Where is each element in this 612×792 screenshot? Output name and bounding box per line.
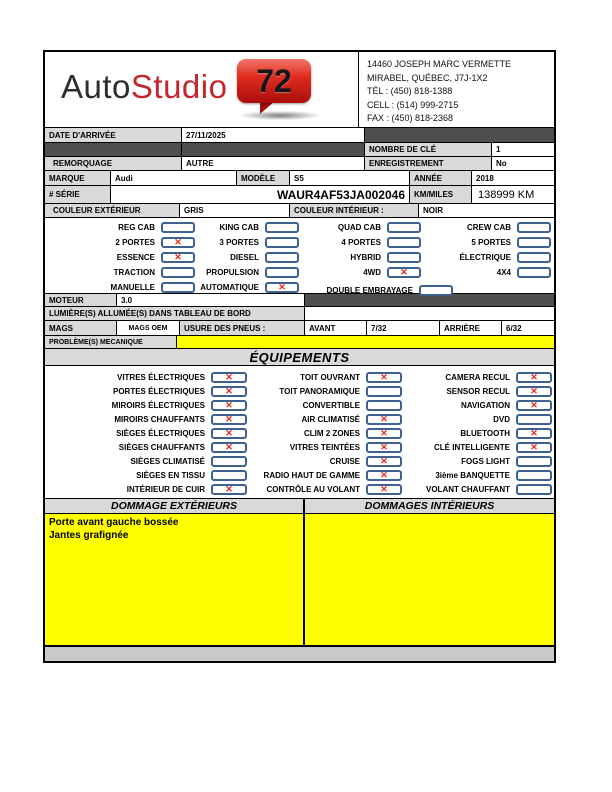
checkbox-label: 3ième BANQUETTE [435,470,510,480]
filler-dark-cell [365,128,554,142]
date-arrivee-value[interactable]: 27/11/2025 [182,128,365,142]
dommage-exterieurs-notes[interactable] [45,514,305,645]
footer-bar [45,646,554,661]
usure-pneus-label: USURE DES PNEUS : [180,321,305,335]
checkbox-checked[interactable] [211,442,247,453]
checkbox-checked[interactable] [366,456,402,467]
checkbox-unchecked[interactable] [265,252,299,263]
checkbox-label: VITRES ÉLECTRIQUES [116,372,205,382]
checkbox-label: SIÈGES CLIMATISÉ [130,456,205,466]
autostudio-logo [61,68,227,106]
remorquage-value[interactable]: AUTRE [182,157,365,170]
badge-shadow [241,111,319,120]
checkbox-row [247,455,402,467]
checkbox-label: CAMERA RECUL [445,372,510,382]
logo-studio-text: Studio [130,68,228,105]
checkbox-label: 5 PORTES [471,237,511,247]
checkbox-label: RADIO HAUT DE GAMME [263,470,360,480]
checkbox-label: TRACTION [113,267,155,277]
checkbox-row [247,427,402,439]
couleur-int-value[interactable]: NOIR [419,204,554,217]
checkbox-unchecked[interactable] [265,267,299,278]
checkbox-row [195,236,299,248]
checkbox-unchecked[interactable] [517,252,551,263]
checkbox-row [247,371,402,383]
checkbox-label: TOIT PANORAMIQUE [279,386,360,396]
probleme-value[interactable] [177,336,554,348]
checkbox-row [247,469,402,481]
logo-72-badge [237,59,311,103]
checkbox-unchecked[interactable] [387,222,421,233]
checkbox-row [47,371,247,383]
x-mark-icon: ✕ [530,385,538,396]
checkbox-label: SIÈGES ÉLECTRIQUES [116,428,205,438]
checkbox-label: SENSOR RECUL [446,386,510,396]
modele-value[interactable]: S5 [290,171,410,185]
checkbox-unchecked[interactable] [211,470,247,481]
checkbox-unchecked[interactable] [516,414,552,425]
x-mark-icon: ✕ [278,281,286,292]
avant-value[interactable]: 7/32 [367,321,440,335]
checkbox-row [402,399,552,411]
x-mark-icon: ✕ [174,236,182,247]
checkbox-unchecked[interactable] [517,237,551,248]
checkbox-label: DVD [493,414,510,424]
serie-row [45,186,554,204]
checkbox-row [423,251,551,263]
checkbox-checked[interactable] [211,428,247,439]
checkbox-row [47,455,247,467]
checkbox-label: SIÈGES EN TISSU [136,470,205,480]
company-address [359,52,554,127]
checkbox-label: CONVERTIBLE [302,400,360,410]
x-mark-icon: ✕ [380,413,388,424]
checkbox-column [47,221,195,296]
dommages-header-row [45,499,554,514]
checkbox-checked[interactable] [516,400,552,411]
mags-value[interactable]: MAGS OEM [117,321,180,335]
arriere-value[interactable]: 6/32 [502,321,554,335]
checkbox-label: INTÉRIEUR DE CUIR [126,484,205,494]
checkbox-checked[interactable] [516,428,552,439]
checkbox-checked[interactable] [211,414,247,425]
x-mark-icon: ✕ [400,266,408,277]
checkbox-label: ESSENCE [116,252,155,262]
dommages-interieurs-title: DOMMAGES INTÉRIEURS [305,499,554,513]
checkbox-label: REG CAB [118,222,155,232]
x-mark-icon: ✕ [380,427,388,438]
annee-label: ANNÉE [410,171,472,185]
checkbox-label: SIÈGES CHAUFFANTS [118,442,205,452]
checkbox-label: 4 PORTES [341,237,381,247]
logo-area [45,52,359,127]
nombre-cle-value[interactable]: 1 [492,143,554,156]
checkbox-row [47,236,195,248]
config-checkbox-grid [45,218,554,294]
checkbox-checked[interactable] [366,470,402,481]
moteur-label: MOTEUR [45,294,117,306]
text-line: Jantes grafignée [49,530,129,541]
checkbox-row [402,385,552,397]
checkbox-label: 4X4 [496,267,511,277]
checkbox-label: CONTRÔLE AU VOLANT [266,484,360,494]
checkbox-row [47,413,247,425]
checkbox-checked[interactable] [516,442,552,453]
checkbox-row [195,221,299,233]
checkbox-label: VOLANT CHAUFFANT [426,484,510,494]
checkbox-checked[interactable] [366,414,402,425]
logo-auto-text: Auto [61,68,131,105]
checkbox-row [299,266,421,278]
checkbox-checked[interactable] [516,386,552,397]
checkbox-row [299,236,421,248]
date-arrivee-row [45,128,554,143]
x-mark-icon: ✕ [225,441,233,452]
checkbox-checked[interactable] [161,237,195,248]
checkbox-label: FOGS LIGHT [461,456,510,466]
checkbox-label: CLÉ INTELLIGENTE [434,442,510,452]
nombre-cle-row [45,143,554,157]
checkbox-checked[interactable] [387,267,421,278]
checkbox-checked[interactable] [211,484,247,495]
checkbox-row [253,281,453,296]
x-mark-icon: ✕ [225,371,233,382]
checkbox-checked[interactable] [366,372,402,383]
x-mark-icon: ✕ [530,371,538,382]
checkbox-checked[interactable] [211,400,247,411]
checkbox-checked[interactable] [366,484,402,495]
checkbox-row [47,266,195,278]
checkbox-column [423,221,551,281]
x-mark-icon: ✕ [174,251,182,262]
checkbox-column [47,371,247,497]
checkbox-label: MIROIRS ÉLECTRIQUES [111,400,205,410]
checkbox-row [423,221,551,233]
checkbox-label: VITRES TEINTÉES [289,442,360,452]
checkbox-row [299,221,421,233]
text-line: CELL : (514) 999-2715 [367,99,459,110]
checkbox-label: 4WD [363,267,381,277]
checkbox-row [247,441,402,453]
couleur-row [45,204,554,218]
checkbox-unchecked[interactable] [265,237,299,248]
modele-label: MODÈLE [237,171,290,185]
checkbox-label: CREW CAB [467,222,511,232]
checkbox-label: NAVIGATION [460,400,510,410]
x-mark-icon: ✕ [530,399,538,410]
dommages-body-row [45,514,554,646]
avant-label: AVANT [305,321,367,335]
x-mark-icon: ✕ [380,469,388,480]
checkbox-row [247,483,402,495]
checkbox-unchecked[interactable] [517,267,551,278]
lumiere-label: LUMIÈRE(S) ALLUMÉE(S) DANS TABLEAU DE BORD [45,307,305,320]
moteur-value[interactable]: 3.0 [117,294,305,306]
nombre-cle-label: NOMBRE DE CLÉ [365,143,492,156]
checkbox-label: PROPULSION [206,267,259,277]
checkbox-row [402,371,552,383]
checkbox-label: AUTOMATIQUE [200,282,259,292]
filler-dark-cell [45,143,182,156]
checkbox-label: DOUBLE EMBRAYAGE [326,285,413,295]
checkbox-row [402,427,552,439]
checkbox-row [195,266,299,278]
checkbox-row [423,266,551,278]
arriere-label: ARRIÈRE [440,321,502,335]
checkbox-label: BLUETOOTH [460,428,510,438]
checkbox-unchecked[interactable] [265,222,299,233]
dommages-interieurs-notes[interactable] [305,514,554,645]
checkbox-unchecked[interactable] [517,222,551,233]
checkbox-label: PORTES ÉLECTRIQUES [112,386,205,396]
marque-label: MARQUE [45,171,111,185]
checkbox-label: CLIM 2 ZONES [303,428,360,438]
checkbox-row [47,441,247,453]
x-mark-icon: ✕ [225,385,233,396]
checkbox-row [247,413,402,425]
checkbox-label: AIR CLIMATISÉ [301,414,360,424]
checkbox-row [402,413,552,425]
checkbox-unchecked[interactable] [366,400,402,411]
checkbox-unchecked[interactable] [161,222,195,233]
checkbox-row [47,281,195,293]
checkbox-column [402,371,552,497]
marque-row [45,171,554,186]
text-line: 14460 JOSEPH MARC VERMETTE [367,59,512,69]
checkbox-unchecked[interactable] [387,237,421,248]
checkbox-row [299,251,421,263]
checkbox-checked[interactable] [161,252,195,263]
checkbox-label: MANUELLE [110,282,155,292]
filler-dark-cell [182,143,365,156]
probleme-label: PROBLÈME(S) MECANIQUE [45,336,177,348]
checkbox-label: HYBRID [350,252,381,262]
checkbox-checked[interactable] [211,386,247,397]
couleur-ext-label: COULEUR EXTÉRIEUR [45,204,180,217]
x-mark-icon: ✕ [225,427,233,438]
lumiere-row [45,307,554,321]
x-mark-icon: ✕ [225,413,233,424]
form-header [45,52,554,128]
checkbox-row [247,399,402,411]
x-mark-icon: ✕ [225,399,233,410]
checkbox-row [423,236,551,248]
checkbox-unchecked[interactable] [516,456,552,467]
checkbox-row [195,251,299,263]
checkbox-label: QUAD CAB [337,222,381,232]
x-mark-icon: ✕ [225,483,233,494]
checkbox-checked[interactable] [366,442,402,453]
text-line: TÉL : (450) 818-1388 [367,86,453,97]
checkbox-label: TOIT OUVRANT [300,372,360,382]
checkbox-checked[interactable] [211,372,247,383]
marque-value[interactable]: Audi [111,171,237,185]
checkbox-column [299,221,421,295]
x-mark-icon: ✕ [380,483,388,494]
equipements-title: ÉQUIPEMENTS [249,349,350,365]
checkbox-row [402,483,552,495]
remorquage-row [45,157,554,171]
serie-label: # SÉRIE [45,186,111,203]
checkbox-unchecked[interactable] [161,267,195,278]
checkbox-label: DIESEL [230,252,259,262]
mags-label: MAGS [45,321,117,335]
equipements-checkbox-grid [45,366,554,499]
checkbox-row [47,385,247,397]
checkbox-row [47,221,195,233]
checkbox-label: ÉLECTRIQUE [459,252,511,262]
km-value[interactable]: 138999 KM [472,186,554,203]
couleur-ext-value[interactable]: GRIS [180,204,290,217]
checkbox-row [47,469,247,481]
checkbox-row [47,399,247,411]
serie-value[interactable]: WAUR4AF53JA002046 [111,186,410,203]
x-mark-icon: ✕ [380,455,388,466]
x-mark-icon: ✕ [380,441,388,452]
checkbox-unchecked[interactable] [419,285,453,296]
date-arrivee-label: DATE D'ARRIVÉE [45,128,182,142]
badge-number: 72 [256,62,292,99]
checkbox-row [47,251,195,263]
checkbox-label: MIROIRS CHAUFFANTS [114,414,205,424]
x-mark-icon: ✕ [530,427,538,438]
remorquage-label: REMORQUAGE [45,157,182,170]
checkbox-label: KING CAB [219,222,259,232]
enregistrement-label: ENREGISTREMENT [365,157,492,170]
checkbox-row [402,469,552,481]
text-line: MIRABEL, QUÉBEC, J7J-1X2 [367,72,488,83]
checkbox-unchecked[interactable] [387,252,421,263]
checkbox-column [247,371,402,497]
checkbox-label: 3 PORTES [219,237,259,247]
checkbox-label: 2 PORTES [115,237,155,247]
checkbox-unchecked[interactable] [161,282,195,293]
km-label: KM/MILES [410,186,472,203]
checkbox-checked[interactable] [366,428,402,439]
x-mark-icon: ✕ [530,441,538,452]
probleme-row [45,336,554,349]
checkbox-unchecked[interactable] [516,470,552,481]
lumiere-value[interactable] [305,307,554,320]
checkbox-unchecked[interactable] [516,484,552,495]
x-mark-icon: ✕ [380,371,388,382]
intake-form [43,50,556,663]
mags-row [45,321,554,336]
equipements-header [45,349,554,366]
checkbox-checked[interactable] [516,372,552,383]
text-line: Porte avant gauche bossée [49,517,179,528]
text-line: FAX : (450) 818-2368 [367,113,454,124]
dommage-exterieurs-title: DOMMAGE EXTÉRIEURS [45,499,305,513]
checkbox-row [247,385,402,397]
checkbox-row [47,427,247,439]
couleur-int-label: COULEUR INTÉRIEUR : [290,204,419,217]
checkbox-row [402,441,552,453]
annee-value[interactable]: 2018 [472,171,554,185]
checkbox-row [47,483,247,495]
checkbox-unchecked[interactable] [211,456,247,467]
checkbox-unchecked[interactable] [366,386,402,397]
enregistrement-value[interactable]: No [492,157,554,170]
checkbox-label: CRUISE [329,456,360,466]
checkbox-row [402,455,552,467]
